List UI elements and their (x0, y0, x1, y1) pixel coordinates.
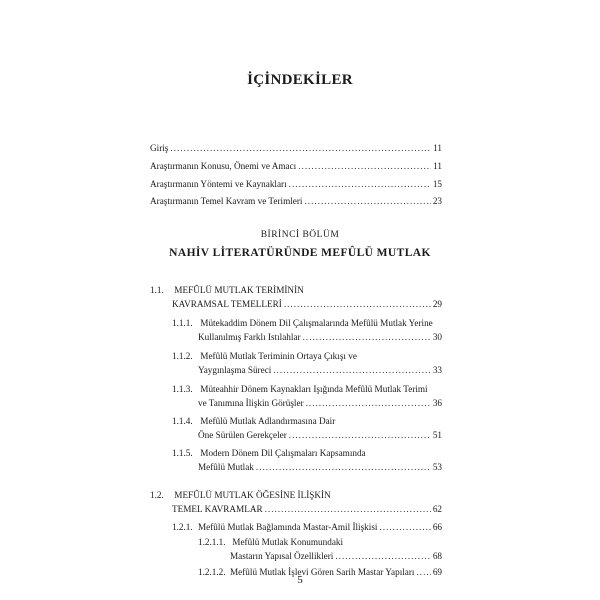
leader-dots (256, 461, 431, 473)
toc-entry-page: 30 (432, 332, 442, 342)
toc-entry-intro[interactable] (150, 160, 442, 172)
toc-entry-label: Mastarın Yapısal Özellikleri (230, 551, 334, 561)
toc-entry-label: Mefûlü Mutlak Konumundaki (232, 537, 344, 547)
toc-entry-page: 62 (432, 504, 442, 514)
toc-subentry[interactable] (172, 350, 357, 362)
leader-dots (265, 503, 431, 515)
toc-entry-label: Yaygınlaşma Süreci (198, 365, 272, 375)
leader-dots (335, 550, 430, 562)
toc-entry-label: Araştırmanın Konusu, Önemi ve Amacı (150, 161, 297, 171)
leader-dots (304, 195, 430, 207)
toc-entry-page: 33 (432, 365, 442, 375)
toc-subsubentry[interactable] (198, 536, 343, 548)
part-title: NAHİV LİTERATÜRÜNDE MEFÛLÜ MUTLAK (169, 247, 431, 259)
leader-dots (273, 364, 430, 376)
toc-subentry[interactable] (172, 415, 335, 427)
leader-dots (170, 142, 431, 154)
toc-entry-label: KAVRAMSAL TEMELLERİ (172, 299, 282, 309)
leader-dots (298, 160, 431, 172)
section-number: 1.1.4. (172, 416, 193, 426)
section-number: 1.1. (150, 285, 164, 295)
toc-entry-label (172, 521, 377, 533)
toc-entry-label: TEMEL KAVRAMLAR (172, 504, 263, 514)
leader-dots (289, 429, 431, 441)
toc-entry-page: 11 (433, 143, 442, 153)
section-number: 1.1.3. (172, 384, 193, 394)
toc-entry-page: 66 (432, 522, 442, 532)
toc-entry-page: 15 (432, 179, 442, 189)
part-subtitle: BİRİNCİ BÖLÜM (260, 230, 340, 240)
toc-entry-page: 36 (432, 398, 442, 408)
toc-subentry[interactable] (172, 383, 428, 395)
leader-dots (303, 331, 431, 343)
toc-entry-section[interactable] (172, 503, 442, 515)
toc-subentry-cont[interactable] (198, 429, 442, 441)
leader-dots (306, 397, 431, 409)
toc-entry-intro[interactable] (150, 142, 442, 154)
leader-dots (379, 521, 430, 533)
toc-entry-label: Kullanılmış Farklı Istılahlar (198, 332, 301, 342)
section-number: 1.2.1.1. (198, 537, 226, 547)
toc-subentry[interactable] (172, 447, 366, 459)
toc-entry-page: 69 (432, 567, 442, 577)
toc-entry-intro[interactable] (150, 178, 442, 190)
page-title: İÇİNDEKİLER (247, 72, 353, 88)
section-number: 1.2. (150, 490, 164, 500)
leader-dots (284, 298, 431, 310)
toc-subentry[interactable] (172, 521, 442, 533)
toc-entry-label: Giriş (150, 143, 169, 153)
section-number: 1.1.5. (172, 448, 193, 458)
toc-entry-page: 51 (432, 430, 442, 440)
toc-entry-text: Mefûlü Mutlak Bağlamında Mastar-Amil İlişkisi (198, 522, 378, 532)
section-number: 1.2.1.2. (198, 567, 226, 577)
toc-entry-page: 29 (432, 299, 442, 309)
toc-subsubentry-cont[interactable] (230, 550, 442, 562)
toc-subentry-cont[interactable] (198, 397, 442, 409)
toc-entry-page: 11 (433, 161, 442, 171)
toc-entry-label: ve Tanımına İlişkin Görüşler (198, 398, 304, 408)
toc-subentry-cont[interactable] (198, 364, 442, 376)
toc-entry-label: Mefûlü Mutlak (198, 462, 254, 472)
toc-entry-page: 23 (432, 196, 442, 206)
toc-subentry[interactable] (172, 317, 433, 329)
toc-subentry-cont[interactable] (198, 331, 442, 343)
section-label: MEFÛLÜ MUTLAK TERİMİNİN (174, 285, 304, 295)
toc-entry-label: Mefûlü Mutlak Teriminin Ortaya Çıkışı ve (200, 351, 357, 361)
section-number: 1.2.1. (172, 522, 193, 532)
page-number: 5 (297, 574, 303, 586)
section-number: 1.1.1. (172, 318, 193, 328)
toc-entry-text: Mefûlü Mutlak İşlevi Gören Sarih Mastar Yapıları (230, 567, 415, 577)
toc-entry-section[interactable] (172, 298, 442, 310)
toc-entry-label: Öne Sürülen Gerekçeler (198, 430, 287, 440)
toc-entry-label: Mefûlü Mutlak Adlandırmasına Dair (200, 416, 336, 426)
section-heading-1-2[interactable] (150, 489, 331, 501)
toc-entry-label: Modern Dönem Dil Çalışmaları Kapsamında (200, 448, 366, 458)
toc-entry-page: 68 (432, 551, 442, 561)
section-label: MEFÛLÜ MUTLAK ÖĞESİNE İLİŞKİN (174, 490, 331, 500)
section-heading-1-1[interactable] (150, 284, 304, 296)
leader-dots (289, 178, 431, 190)
toc-entry-label: Mütekaddim Dönem Dil Çalışmalarında Mefûlü Mutlak Yerine (200, 318, 433, 328)
toc-entry-label: Araştırmanın Temel Kavram ve Terimleri (150, 196, 303, 206)
section-number: 1.1.2. (172, 351, 193, 361)
toc-entry-label: Müteahhir Dönem Kaynakları Işığında Mefûlü Mutlak Terimi (200, 384, 428, 394)
toc-entry-intro[interactable] (150, 195, 442, 207)
toc-subentry-cont[interactable] (198, 461, 442, 473)
toc-entry-label: Araştırmanın Yöntemi ve Kaynakları (150, 179, 287, 189)
toc-entry-page: 53 (432, 462, 442, 472)
